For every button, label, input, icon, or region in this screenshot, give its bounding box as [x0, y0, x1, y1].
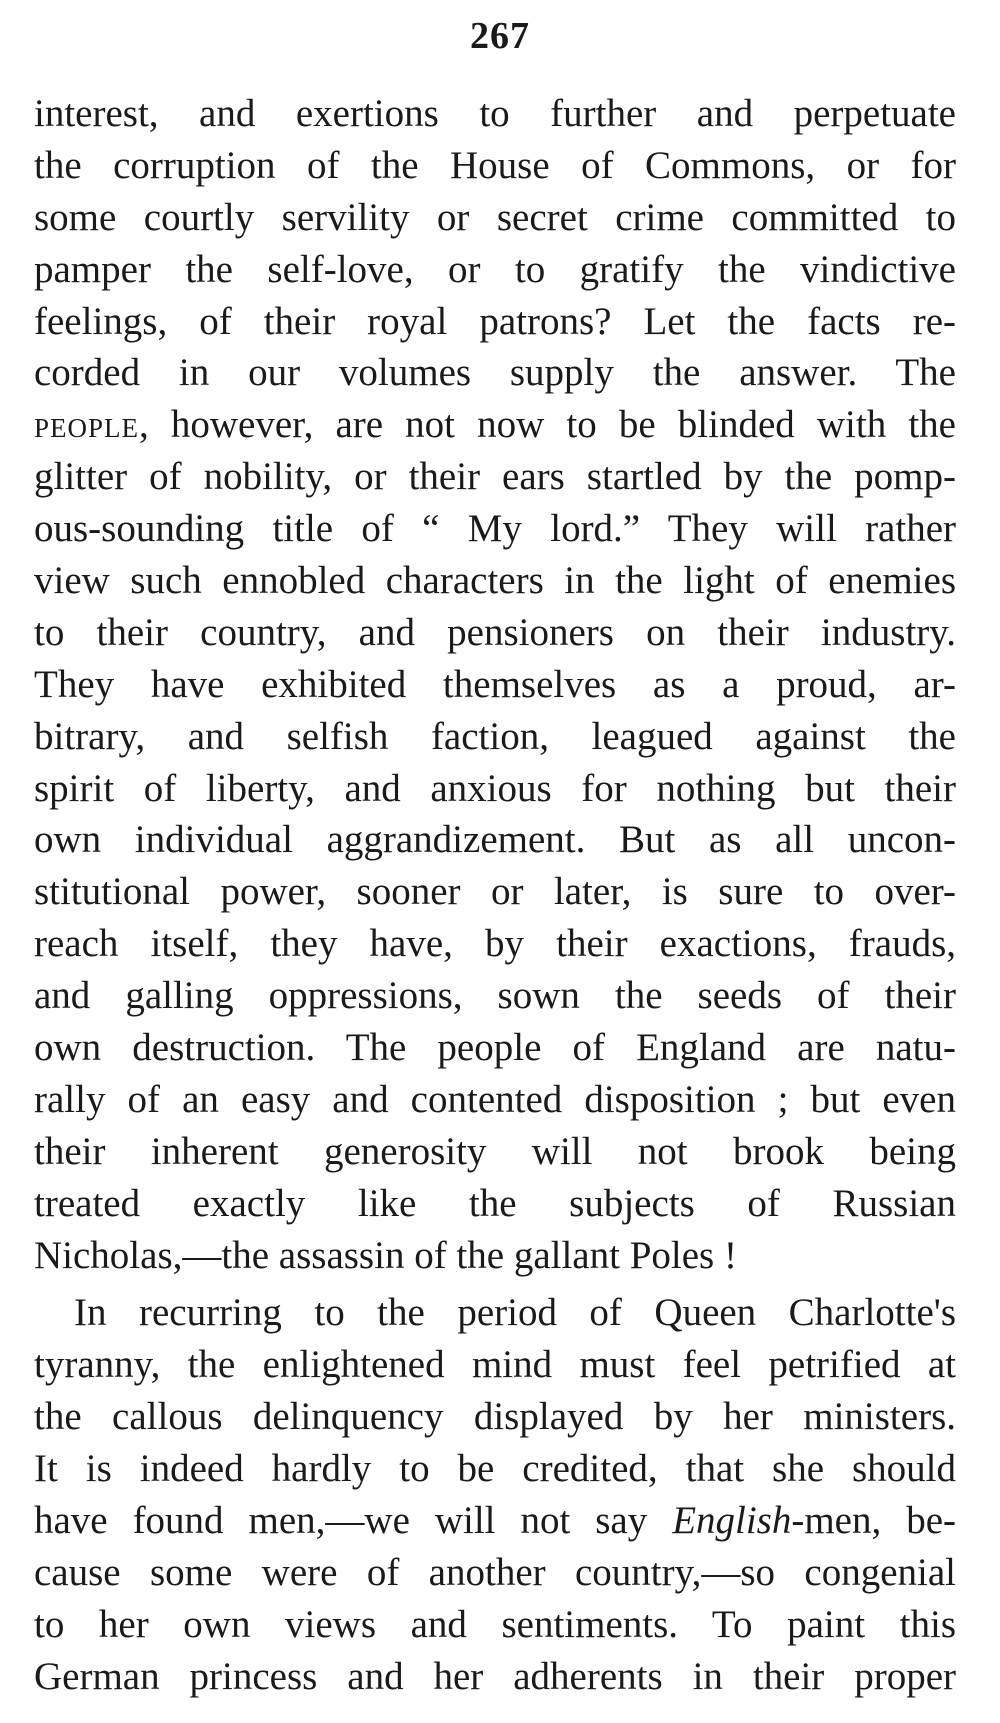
text-line [34, 1126, 956, 1178]
text-line [34, 814, 956, 866]
text-segment: their inherent generosity will not brook being [34, 1129, 956, 1173]
text-segment: spirit of liberty, and anxious for nothing but their [34, 766, 956, 810]
text-segment: pamper the self-love, or to gratify the vindictive [34, 247, 956, 291]
text-segment: glitter of nobility, or their ears startled by the pomp- [34, 455, 956, 499]
text-segment: German princess and her adherents in their proper [34, 1654, 956, 1698]
text-line [34, 1651, 956, 1703]
text-line [34, 1339, 956, 1391]
text-segment: reach itself, they have, by their exactions, frauds, [34, 922, 956, 966]
text-line [34, 1074, 956, 1126]
text-line [34, 1230, 956, 1282]
text-line [34, 711, 956, 763]
text-line [34, 1495, 956, 1547]
text-segment: corded in our volumes supply the answer. The [34, 351, 956, 395]
text-segment: the corruption of the House of Commons, or for [34, 143, 956, 187]
body-text [34, 88, 956, 1703]
text-segment: stitutional power, sooner or later, is sure to over- [34, 870, 956, 914]
text-line [34, 503, 956, 555]
text-line [34, 1178, 956, 1230]
text-line [34, 1391, 956, 1443]
page-number: 267 [470, 15, 530, 57]
text-segment: In recurring to the period of Queen Charlotte's [74, 1291, 956, 1335]
text-segment: and galling oppressions, sown the seeds of their [34, 974, 956, 1018]
text-segment: tyranny, the enlightened mind must feel petrified at [34, 1343, 956, 1387]
text-segment: view such ennobled characters in the light of enemies [34, 559, 956, 603]
text-segment: some courtly servility or secret crime committed to [34, 195, 956, 239]
text-segment: They have exhibited themselves as a proud, ar- [34, 662, 956, 706]
text-line [34, 399, 956, 451]
text-line [34, 659, 956, 711]
text-segment: It is indeed hardly to be credited, that she should [34, 1447, 956, 1491]
paragraph [34, 1287, 956, 1702]
text-segment: the callous delinquency displayed by her ministers. [34, 1395, 956, 1439]
text-line [34, 763, 956, 815]
text-segment: ous-sounding title of “ My lord.” They will rather [34, 507, 956, 551]
text-segment: feelings, of their royal patrons? Let the facts re- [34, 299, 956, 343]
text-line [34, 244, 956, 296]
text-line [34, 1547, 956, 1599]
text-line [34, 347, 956, 399]
text-line [34, 1599, 956, 1651]
text-line [34, 451, 956, 503]
text-line [34, 1443, 956, 1495]
text-segment: interest, and exertions to further and perpetuate [34, 92, 956, 135]
text-segment: to their country, and pensioners on their industry. [34, 610, 956, 654]
italic-word: English [672, 1499, 792, 1543]
text-line [34, 1287, 956, 1339]
text-segment: to her own views and sentiments. To paint this [34, 1602, 956, 1646]
text-line [34, 555, 956, 607]
text-segment: bitrary, and selfish faction, leagued against the [34, 714, 956, 758]
text-segment: cause some were of another country,—so congenial [34, 1550, 956, 1594]
text-segment: , however, are not now to be blinded with the [139, 403, 956, 447]
text-segment: rally of an easy and contented disposition ; but even [34, 1077, 956, 1121]
smallcaps-word: people [34, 403, 140, 447]
text-segment: treated exactly like the subjects of Russian [34, 1181, 956, 1225]
text-segment: own individual aggrandizement. But as all uncon- [34, 818, 956, 862]
paragraph [34, 88, 956, 1281]
text-segment: -men, be- [791, 1499, 956, 1543]
text-line [34, 140, 956, 192]
text-line [34, 88, 956, 140]
text-segment: own destruction. The people of England are natu- [34, 1026, 956, 1070]
text-line [34, 1022, 956, 1074]
text-line [34, 607, 956, 659]
text-segment: have found men,—we will not say [34, 1499, 673, 1543]
text-line [34, 866, 956, 918]
text-line [34, 970, 956, 1022]
text-segment: Nicholas,—the assassin of the gallant Poles ! [34, 1233, 737, 1277]
text-line [34, 918, 956, 970]
text-line [34, 296, 956, 348]
text-line [34, 192, 956, 244]
